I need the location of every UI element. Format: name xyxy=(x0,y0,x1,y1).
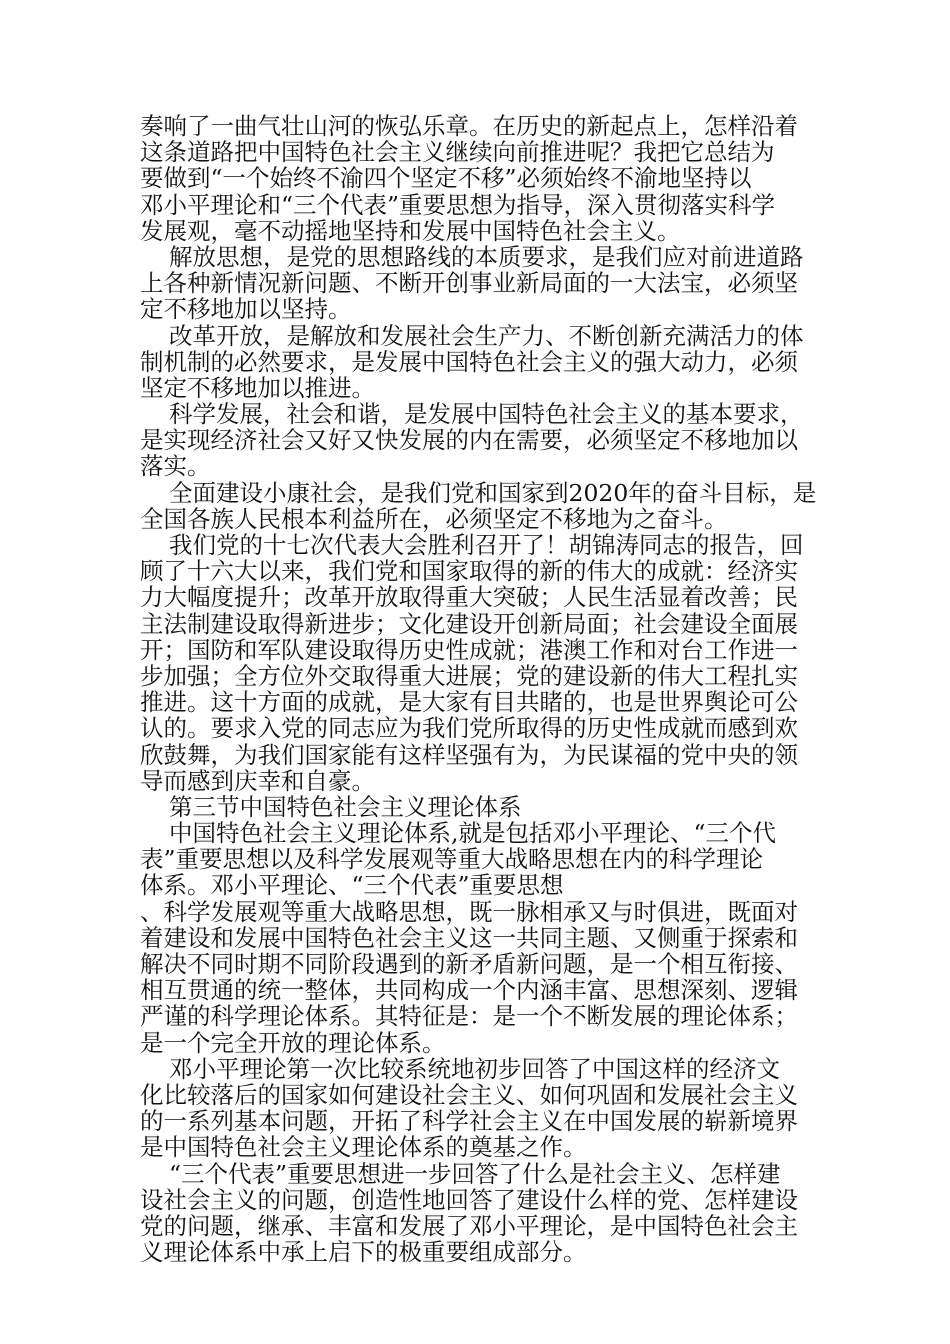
text-line: 是实现经济社会又好又快发展的内在需要，必须坚定不移地加以 xyxy=(140,426,798,455)
paragraph-first-line: 解放思想，是党的思想路线的本质要求，是我们应对前进道路 xyxy=(169,242,804,271)
text-line: 解决不同时期不同阶段遇到的新矛盾新问题，是一个相互衔接、 xyxy=(140,950,798,978)
text-line: 这条道路把中国特色社会主义继续向前推进呢？我把它总结为 xyxy=(140,138,775,167)
text-line: 欣鼓舞，为我们国家能有这样坚强有为，为民谋福的党中央的领 xyxy=(140,740,798,769)
paragraph-first-line: “三个代表”重要思想进一步回答了什么是社会主义、怎样建 xyxy=(169,1159,781,1188)
text-line: 体系。邓小平理论、“三个代表”重要思想 xyxy=(140,871,564,900)
text-line: 设社会主义的问题，创造性地回答了建设什么样的党、怎样建设 xyxy=(140,1185,798,1214)
text-line: 导而感到庆幸和自豪。 xyxy=(140,766,375,795)
text-line: 全国各族人民根本利益所在，必须坚定不移地为之奋斗。 xyxy=(140,504,728,533)
text-line: 是一个完全开放的理论体系。 xyxy=(140,1028,446,1057)
text-line: 步加强；全方位外交取得重大进展；党的建设新的伟大工程扎实 xyxy=(140,661,798,690)
paragraph-first-line: 我们党的十七次代表大会胜利召开了！胡锦涛同志的报告，回 xyxy=(169,531,804,559)
text-line: 表”重要思想以及科学发展观等重大战略思想在内的科学理论 xyxy=(140,845,764,874)
text-line: 发展观，毫不动摇地坚持和发展中国特色社会主义。 xyxy=(140,216,681,245)
text-line: 主法制建设取得新进步；文化建设开创新局面；社会建设全面展 xyxy=(140,609,798,638)
text-line: 制机制的必然要求，是发展中国特色社会主义的强大动力，必须 xyxy=(140,347,798,376)
text-line: 奏响了一曲气壮山河的恢弘乐章。在历史的新起点上，怎样沿着 xyxy=(140,112,798,140)
text-line: 要做到“一个始终不渝四个坚定不移”必须始终不渝地坚持以 xyxy=(140,164,752,193)
text-line: 推进。这十方面的成就，是大家有目共睹的，也是世界舆论可公 xyxy=(140,688,798,717)
paragraph-first-line: 全面建设小康社会，是我们党和国家到2020年的奋斗目标，是 xyxy=(169,478,817,507)
text-line: 着建设和发展中国特色社会主义这一共同主题、又侧重于探索和 xyxy=(140,923,798,952)
text-line: 开；国防和军队建设取得历史性成就；港澳工作和对台工作进一 xyxy=(140,635,798,664)
paragraph-first-line: 改革开放，是解放和发展社会生产力、不断创新充满活力的体 xyxy=(169,321,804,350)
document-body xyxy=(140,112,817,1267)
paragraph-first-line: 科学发展，社会和谐，是发展中国特色社会主义的基本要求， xyxy=(169,400,804,429)
text-line: 的一系列基本问题，开拓了科学社会主义在中国发展的崭新境界 xyxy=(140,1107,798,1136)
text-line: 坚定不移地加以推进。 xyxy=(140,373,375,402)
paragraph-first-line: 中国特色社会主义理论体系,就是包括邓小平理论、“三个代 xyxy=(169,819,776,848)
text-line: 义理论体系中承上启下的极重要组成部分。 xyxy=(140,1238,587,1267)
text-line: 化比较落后的国家如何建设社会主义、如何巩固和发展社会主义 xyxy=(140,1080,798,1109)
paragraph-first-line: 第三节中国特色社会主义理论体系 xyxy=(169,792,522,821)
text-line: 严谨的科学理论体系。其特征是：是一个不断发展的理论体系； xyxy=(140,1002,798,1031)
text-line: 、科学发展观等重大战略思想，既一脉相承又与时俱进，既面对 xyxy=(140,897,798,926)
text-line: 相互贯通的统一整体，共同构成一个内涵丰富、思想深刻、逻辑 xyxy=(140,976,798,1005)
text-line: 力大幅度提升；改革开放取得重大突破；人民生活显着改善；民 xyxy=(140,583,798,612)
text-line: 顾了十六大以来，我们党和国家取得的新的伟大的成就：经济实 xyxy=(140,557,798,586)
text-line: 认的。要求入党的同志应为我们党所取得的历史性成就而感到欢 xyxy=(140,714,798,743)
text-line: 邓小平理论和“三个代表”重要思想为指导，深入贯彻落实科学 xyxy=(140,190,776,219)
text-line: 是中国特色社会主义理论体系的奠基之作。 xyxy=(140,1133,587,1162)
text-line: 党的问题，继承、丰富和发展了邓小平理论，是中国特色社会主 xyxy=(140,1211,798,1240)
text-line: 落实。 xyxy=(140,452,211,481)
text-line: 上各种新情况新问题、不断开创事业新局面的一大法宝，必须坚 xyxy=(140,269,798,298)
text-line: 定不移地加以坚持。 xyxy=(140,295,352,324)
paragraph-first-line: 邓小平理论第一次比较系统地初步回答了中国这样的经济文 xyxy=(169,1054,780,1083)
